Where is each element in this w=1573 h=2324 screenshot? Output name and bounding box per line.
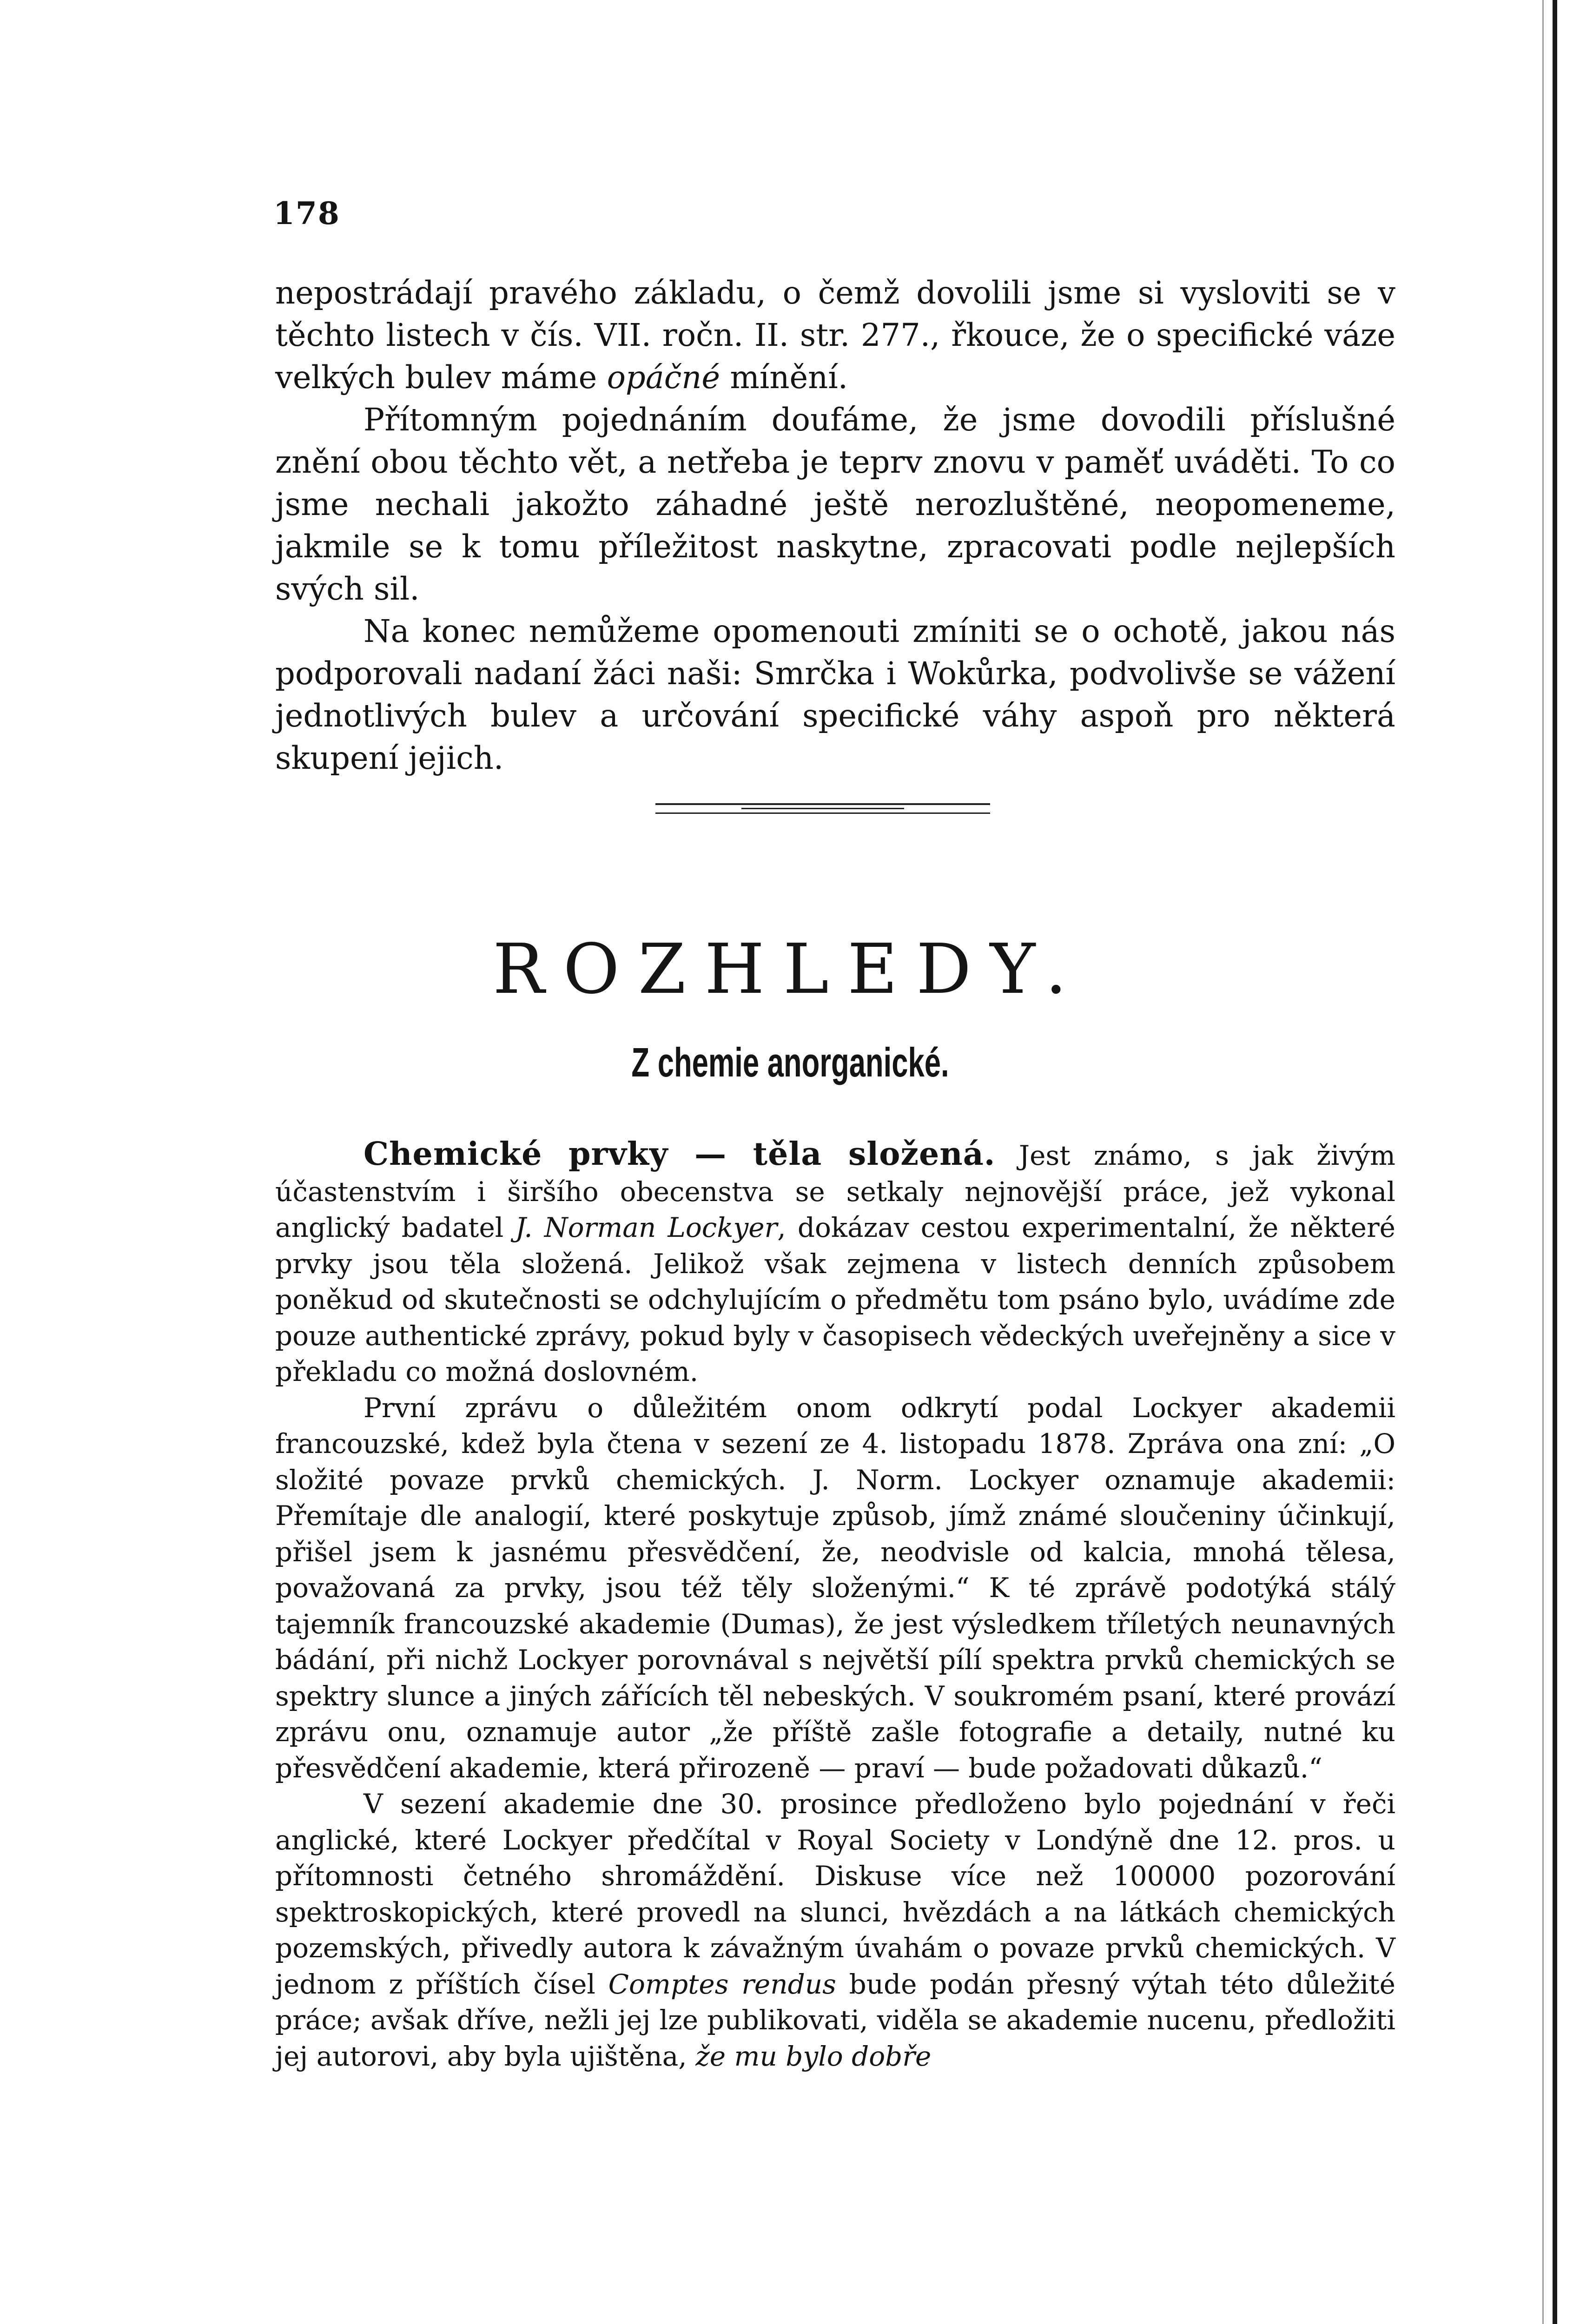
- article-p3-text-b: bude podán přesný výtah této důležité práce; avšak dříve, nežli jej lze publikovati, viděla se akademie nucenu, předložiti jej autorovi, aby byla ujištěna,: [275, 1968, 1395, 2072]
- intro-p1-text-a: nepostrádají pravého základu, o čemž dovolili jsme si vysloviti se v těchto listech v čís. VII. ročn. II. str. 277., řkouce, že o specifické váze velkých bulev máme: [275, 275, 1395, 396]
- article-paragraph-1: [275, 1136, 1395, 1390]
- article-lead: Chemické prvky — těla složená.: [364, 1136, 996, 1173]
- article-p3-italic-1: Comptes rendus: [608, 1968, 836, 2000]
- section-title: ROZHLEDY.: [493, 929, 1086, 1009]
- page-edge-shadow: [1542, 0, 1544, 2324]
- article-p3-italic-2: že mu bylo dobře: [695, 2040, 932, 2072]
- page-number: 178: [273, 195, 340, 231]
- separator-rule-middle: [741, 808, 904, 809]
- intro-text: [275, 272, 1395, 779]
- article-paragraph-2: První zprávu o důležitém onom odkrytí podal Lockyer akademii francouzské, kdež byla čtena v sezení ze 4. listopadu 1878. Zpráva ona zní: „O složité povaze prvků chemických. J. Norm. Lockyer oznamuje akademii: Přemítaje dle analogií, které poskytuje způsob, jímž známé sloučeniny účinkují, přišel jsem k jasnému přesvědčení, že, neodvisle od kalcia, mnohá tělesa, považovaná za prvky, jsou též těly složenými.“ K té zprávě podotýká stálý tajemník francouzské akademie (Dumas), že jest výsledkem tříletých neunavných bádání, při nichž Lockyer porovnával s největší pílí spektra prvků chemických se spektry slunce a jiných zářících těl nebeských. V soukromém psaní, které provází zprávu onu, oznamuje autor „že příště zašle fotografie a detaily, nutné ku přesvědčení akademie, která přirozeně — praví — bude požadovati důkazů.“: [275, 1392, 1395, 1784]
- article-p1-italic: J. Norman Lockyer: [515, 1212, 778, 1243]
- article-text: [275, 1136, 1395, 2074]
- intro-p1-text-b: mínění.: [720, 359, 848, 396]
- intro-paragraph-2: Přítomným pojednáním doufáme, že jsme dovodili příslušné znění obou těchto vět, a netřeba je teprv znovu v paměť uváděti. To co jsme nechali jakožto záhadné ještě nerozluštěné, neopomeneme, jakmile se k tomu příležitost naskytne, zpracovati podle nejlepších svých sil.: [275, 402, 1395, 607]
- section-subtitle: Z chemie anorganické.: [631, 1039, 949, 1085]
- article-p3-text-a: V sezení akademie dne 30. prosince předloženo bylo pojednání v řeči anglické, které Lockyer předčítal v Royal Society v Londýně dne 12. pros. u přítomnosti četného shromáždění. Diskuse více než 100000 pozorování spektroskopických, které provedl na slunci, hvězdách a na látkách chemických pozemských, přivedly autora k závažným úvahám o povaze prvků chemických. V jednom z příštích čísel: [275, 1788, 1395, 2000]
- page-edge: [1553, 0, 1557, 2324]
- intro-p1-italic: opáčné: [607, 359, 720, 396]
- intro-paragraph-1: [275, 272, 1395, 399]
- intro-paragraph-3: Na konec nemůžeme opomenouti zmíniti se o ochotě, jakou nás podporovali nadaní žáci naši: Smrčka i Wokůrka, podvolivše se vážení jednotlivých bulev a určování specifické váhy aspoň pro některá skupení jejich.: [275, 613, 1395, 776]
- article-p1-text-a: Jest známo, s jak živým účastenstvím i širšího obecenstva se setkaly nejnovější práce, jež vykonal anglický badatel: [275, 1140, 1396, 1243]
- article-p1-text-b: , dokázav cestou experimentalní, že některé prvky jsou těla složená. Jelikož však zejmena v listech denních způsobem poněkud od skutečnosti se odchylujícím o předmětu tom psáno bylo, uvádíme zde pouze authentické zprávy, pokud byly v časopisech vědeckých uveřejněny a sice v překladu co možná doslovném.: [275, 1212, 1396, 1387]
- separator-rule-top: [655, 803, 990, 805]
- separator-rule-bottom: [655, 812, 990, 814]
- article-paragraph-3: [275, 1786, 1395, 2074]
